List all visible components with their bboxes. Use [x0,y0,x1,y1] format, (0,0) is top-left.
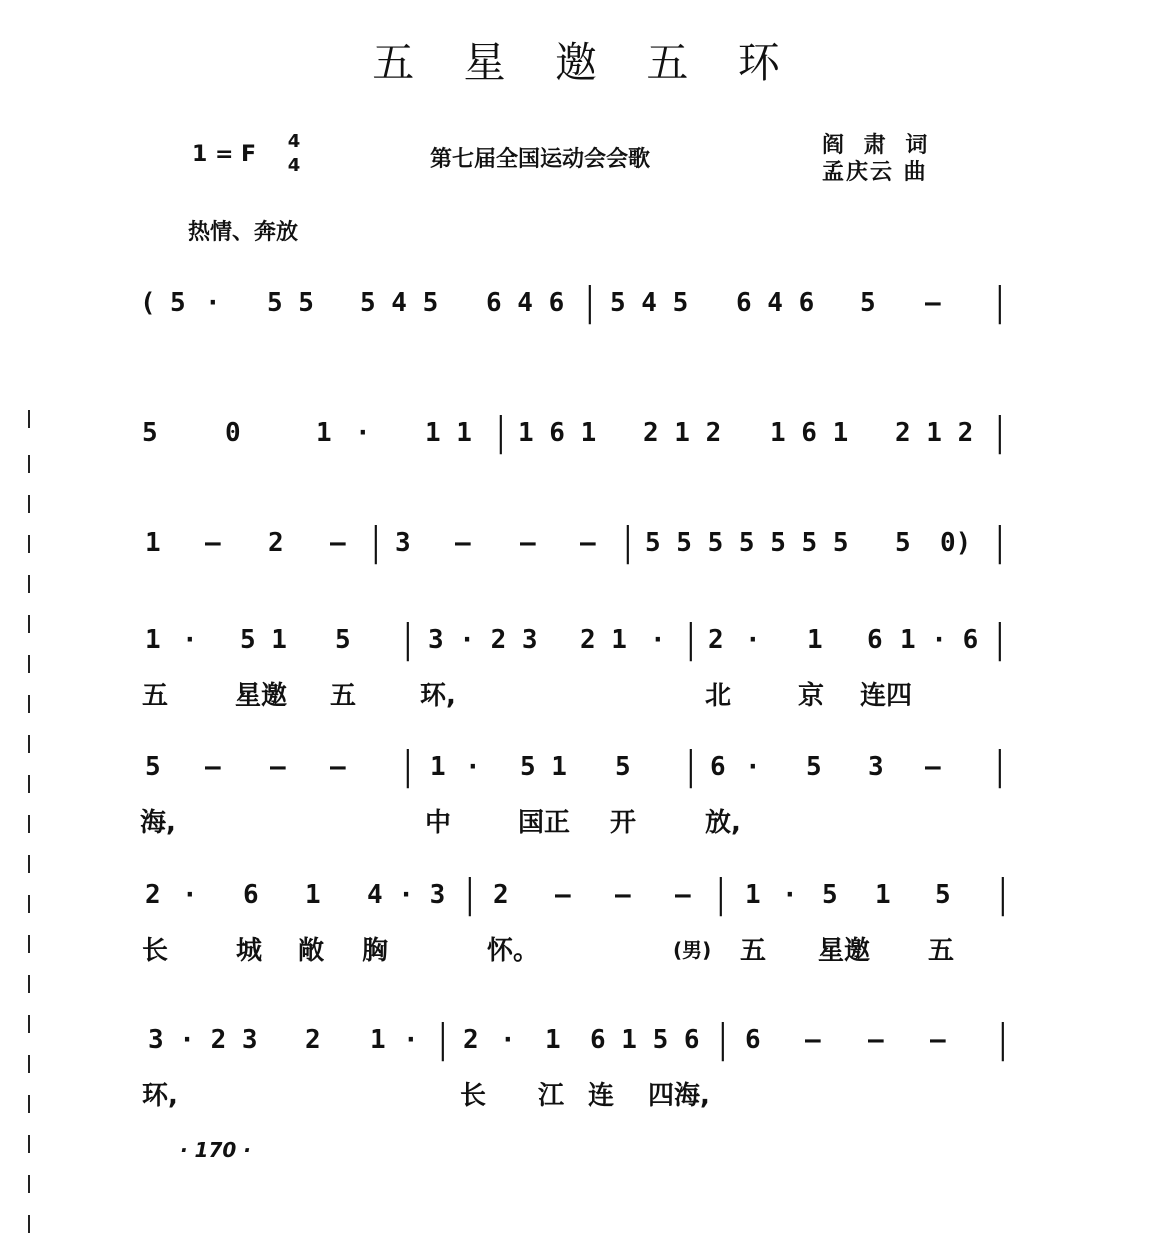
edge-mark [28,410,30,428]
note: 2 1 2 [643,418,722,448]
note: 5 1 [520,752,567,782]
edge-mark [28,895,30,913]
note: · [745,625,761,655]
note: — [805,1025,821,1055]
lyric: 中 [425,808,452,838]
lyric: 京 [798,681,825,711]
note: — [868,1025,884,1055]
note: — [330,528,346,558]
barline: | [992,744,1008,790]
edge-mark [28,775,30,793]
note: 3 · 2 3 [428,625,538,655]
note: 1 [807,625,823,655]
note: 5 [860,288,876,318]
barline: | [493,410,509,456]
edge-mark [28,855,30,873]
score-line [0,1017,1170,1145]
note: · [782,880,798,910]
note: 2 [268,528,284,558]
key-signature: 1 = F [192,142,257,167]
lyric: 开 [610,808,637,838]
lyric: 星邀 [235,681,288,711]
edge-mark [28,575,30,593]
lyric: 连 [588,1081,615,1111]
note: — [330,752,346,782]
barline: | [620,520,636,566]
edge-mark [28,455,30,473]
note: 5 [822,880,838,910]
barline: | [995,1017,1011,1063]
lyric: 江 [538,1081,565,1111]
lyric: 五 [928,936,955,966]
note: 1 [545,1025,561,1055]
note: 1 [316,418,332,448]
note: · [650,625,666,655]
barline: | [683,617,699,663]
note: — [580,528,596,558]
note: 1 1 [425,418,472,448]
edge-mark [28,1055,30,1073]
note: 0 [225,418,241,448]
note: · [403,1025,419,1055]
note: 2 [463,1025,479,1055]
lyric: 北 [705,681,732,711]
note: 1 [145,625,161,655]
note: — [615,880,631,910]
edge-mark [28,495,30,513]
edge-mark [28,935,30,953]
edge-mark [28,735,30,753]
note: ( [140,288,156,318]
edge-mark [28,695,30,713]
note: 5 5 5 5 5 5 5 [645,528,849,558]
tempo-marking: 热情、奔放 [188,220,299,245]
note: 0) [940,528,972,558]
barline: | [992,520,1008,566]
note: — [925,752,941,782]
note: 5 [895,528,911,558]
note: 5 [145,752,161,782]
lyric: 放, [705,808,741,838]
song-title: 五 星 邀 五 环 [372,38,798,87]
note: 2 1 [580,625,627,655]
note: 1 [875,880,891,910]
note: — [930,1025,946,1055]
lyric: 长 [142,936,169,966]
barline: | [400,744,416,790]
note: 5 [615,752,631,782]
note: 5 [142,418,158,448]
note: 5 [806,752,822,782]
note: · [355,418,371,448]
lyric: 海, [140,808,176,838]
note: 3 [395,528,411,558]
lyric: 四海, [648,1081,710,1111]
note: — [455,528,471,558]
lyric: 敞 [298,936,325,966]
note: 2 [493,880,509,910]
note: 6 4 6 [486,288,565,318]
edge-mark [28,1095,30,1113]
barline: | [992,617,1008,663]
note: 3 · 2 3 [148,1025,258,1055]
barline: | [582,280,598,326]
edge-mark [28,1015,30,1033]
note: 3 [868,752,884,782]
note: 1 [305,880,321,910]
lyric: 环, [142,1081,178,1111]
barline: | [992,410,1008,456]
note: 5 [335,625,351,655]
note: 1 6 1 [518,418,597,448]
note: — [520,528,536,558]
lyric: 连四 [860,681,913,711]
lyric: 五 [142,681,169,711]
note: 1 [745,880,761,910]
barline: | [368,520,384,566]
page-number: · 170 · [180,1138,251,1162]
edge-mark [28,975,30,993]
barline: | [992,280,1008,326]
edge-mark [28,1135,30,1153]
note: 5 [935,880,951,910]
note: 4 · 3 [367,880,446,910]
note: 2 [708,625,724,655]
lyric: 怀。 [487,936,540,966]
lyric: 长 [460,1081,487,1111]
edge-mark [28,1215,30,1233]
score-line [0,872,1170,1000]
note: 5 4 5 [360,288,439,318]
song-subtitle: 第七届全国运动会会歌 [430,147,651,172]
note: 6 [243,880,259,910]
note: — [925,288,941,318]
note: — [205,752,221,782]
barline: | [400,617,416,663]
note: 1 [430,752,446,782]
lyric: 城 [236,936,263,966]
note: 6 [710,752,726,782]
time-signature [285,130,303,178]
edge-mark [28,615,30,633]
note: · [182,625,198,655]
lyric: 胸 [362,936,389,966]
lyric: 国正 [518,808,571,838]
note: — [205,528,221,558]
note: — [675,880,691,910]
score-line [0,617,1170,745]
note: 6 4 6 [736,288,815,318]
note: — [555,880,571,910]
lyric: (男) [673,938,712,962]
note: 1 6 1 [770,418,849,448]
barline: | [995,872,1011,918]
note: 6 [867,625,883,655]
note: 6 [745,1025,761,1055]
note: 5 1 [240,625,287,655]
note: — [270,752,286,782]
score-line [0,744,1170,872]
note: 5 [170,288,186,318]
barline: | [713,872,729,918]
score-line [0,280,1170,408]
lyric: 五 [740,936,767,966]
edge-mark [28,1175,30,1193]
note: · [745,752,761,782]
barline: | [683,744,699,790]
note: 1 · 6 [900,625,979,655]
lyricist-credit: 阎 肃 词 [822,133,934,158]
time-sig-top: 4 [287,131,301,152]
composer-credit: 孟庆云 曲 [822,160,928,185]
note: 6 1 5 6 [590,1025,700,1055]
barline: | [435,1017,451,1063]
edge-mark [28,535,30,553]
edge-mark [28,815,30,833]
note: 2 [305,1025,321,1055]
edge-mark [28,655,30,673]
note: · [182,880,198,910]
note: 5 5 [267,288,314,318]
lyric: 环, [420,681,456,711]
barline: | [715,1017,731,1063]
time-sig-bottom: 4 [287,155,301,176]
note: · [500,1025,516,1055]
lyric: 星邀 [818,936,871,966]
note: · [465,752,481,782]
lyric: 五 [330,681,357,711]
note: 1 [370,1025,386,1055]
barline: | [462,872,478,918]
note: 2 [145,880,161,910]
note: 1 [145,528,161,558]
note: 5 4 5 [610,288,689,318]
note: · [205,288,221,318]
note: 2 1 2 [895,418,974,448]
